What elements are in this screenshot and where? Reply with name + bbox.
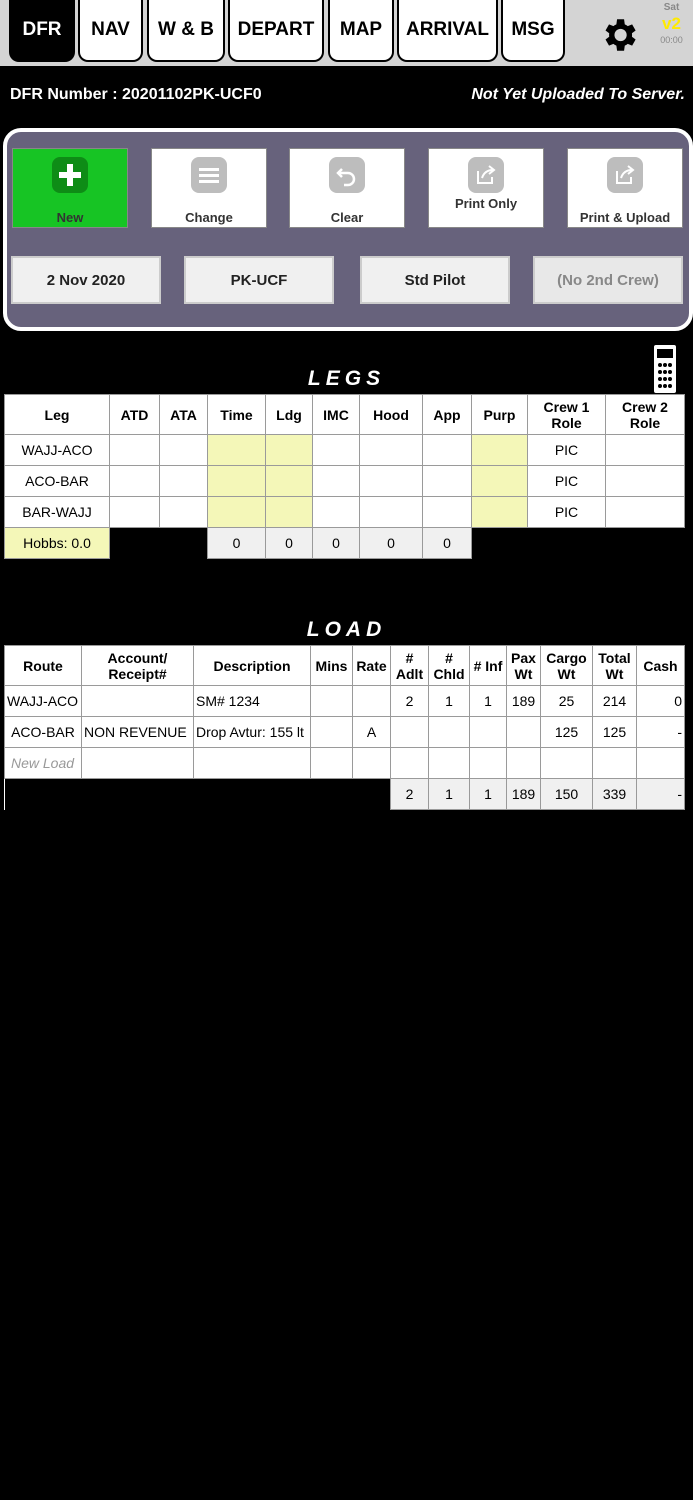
share-icon bbox=[607, 157, 643, 193]
table-row[interactable] bbox=[5, 466, 685, 497]
total-cash: - bbox=[637, 779, 685, 810]
pax-wt-cell[interactable] bbox=[507, 717, 541, 748]
imc-cell[interactable] bbox=[313, 435, 360, 466]
crew2-selector[interactable]: (No 2nd Crew) bbox=[533, 256, 683, 304]
col-atd: ATD bbox=[110, 395, 160, 435]
clock-day: Sat bbox=[663, 2, 680, 13]
description-cell[interactable] bbox=[194, 748, 311, 779]
col-hood: Hood bbox=[360, 395, 423, 435]
hood-cell[interactable] bbox=[360, 435, 423, 466]
tab-arrival[interactable]: ARRIVAL bbox=[397, 0, 498, 62]
total-adlt: 2 bbox=[391, 779, 429, 810]
account-cell[interactable] bbox=[82, 686, 194, 717]
change-button[interactable]: Change bbox=[151, 148, 267, 228]
ata-cell[interactable] bbox=[160, 497, 208, 528]
mins-cell[interactable] bbox=[311, 717, 353, 748]
ata-cell[interactable] bbox=[160, 435, 208, 466]
col-adlt: # Adlt bbox=[391, 646, 429, 686]
status-clock bbox=[650, 2, 693, 45]
ldg-cell[interactable] bbox=[266, 466, 313, 497]
load-title: LOAD bbox=[306, 618, 387, 641]
undo-icon bbox=[329, 157, 365, 193]
col-ata: ATA bbox=[160, 395, 208, 435]
load-table bbox=[4, 645, 685, 810]
pax-wt-cell[interactable] bbox=[507, 748, 541, 779]
time-cell[interactable] bbox=[208, 466, 266, 497]
crew1-role-cell[interactable]: PIC bbox=[528, 466, 606, 497]
tab-msg[interactable]: MSG bbox=[501, 0, 565, 62]
route-cell[interactable]: ACO-BAR bbox=[5, 717, 82, 748]
print-only-button[interactable]: Print Only bbox=[428, 148, 544, 228]
leg-cell[interactable]: ACO-BAR bbox=[5, 466, 110, 497]
crew1-role-cell[interactable]: PIC bbox=[528, 435, 606, 466]
total-imc: 0 bbox=[313, 528, 360, 559]
chld-cell[interactable]: 1 bbox=[429, 686, 470, 717]
col-ldg: Ldg bbox=[266, 395, 313, 435]
inf-cell[interactable] bbox=[470, 717, 507, 748]
upload-status: Not Yet Uploaded To Server. bbox=[471, 86, 685, 103]
pax-wt-cell[interactable]: 189 bbox=[507, 686, 541, 717]
cargo-wt-cell[interactable]: 125 bbox=[541, 717, 593, 748]
app-cell[interactable] bbox=[423, 435, 472, 466]
hood-cell[interactable] bbox=[360, 497, 423, 528]
col-total-wt: Total Wt bbox=[593, 646, 637, 686]
table-row[interactable] bbox=[5, 686, 685, 717]
account-cell[interactable] bbox=[82, 748, 194, 779]
atd-cell[interactable] bbox=[110, 497, 160, 528]
col-description: Description bbox=[194, 646, 311, 686]
leg-cell[interactable]: WAJJ-ACO bbox=[5, 435, 110, 466]
top-tab-bar bbox=[0, 0, 693, 66]
adlt-cell[interactable] bbox=[391, 717, 429, 748]
total-wt-cell[interactable]: 214 bbox=[593, 686, 637, 717]
inf-cell[interactable] bbox=[470, 748, 507, 779]
time-cell[interactable] bbox=[208, 435, 266, 466]
total-chld: 1 bbox=[429, 779, 470, 810]
atd-cell[interactable] bbox=[110, 466, 160, 497]
tab-depart[interactable]: DEPART bbox=[228, 0, 324, 62]
crew1-role-cell[interactable]: PIC bbox=[528, 497, 606, 528]
chld-cell[interactable] bbox=[429, 748, 470, 779]
col-mins: Mins bbox=[311, 646, 353, 686]
col-chld: # Chld bbox=[429, 646, 470, 686]
pilot-selector[interactable]: Std Pilot bbox=[360, 256, 510, 304]
cash-cell[interactable] bbox=[637, 748, 685, 779]
col-time: Time bbox=[208, 395, 266, 435]
tab-map[interactable]: MAP bbox=[328, 0, 394, 62]
clear-button[interactable]: Clear bbox=[289, 148, 405, 228]
adlt-cell[interactable]: 2 bbox=[391, 686, 429, 717]
total-total-wt: 339 bbox=[593, 779, 637, 810]
account-cell[interactable]: NON REVENUE bbox=[82, 717, 194, 748]
ldg-cell[interactable] bbox=[266, 497, 313, 528]
cash-cell[interactable]: - bbox=[637, 717, 685, 748]
ata-cell[interactable] bbox=[160, 466, 208, 497]
description-cell[interactable]: Drop Avtur: 155 lt bbox=[194, 717, 311, 748]
new-load-input[interactable]: New Load bbox=[5, 748, 82, 779]
rate-cell[interactable]: A bbox=[353, 717, 391, 748]
col-app: App bbox=[423, 395, 472, 435]
purp-cell[interactable] bbox=[472, 435, 528, 466]
total-ldg: 0 bbox=[266, 528, 313, 559]
cargo-wt-cell[interactable]: 25 bbox=[541, 686, 593, 717]
table-row[interactable] bbox=[5, 435, 685, 466]
col-imc: IMC bbox=[313, 395, 360, 435]
tab-wb[interactable]: W & B bbox=[147, 0, 225, 62]
table-row[interactable] bbox=[5, 497, 685, 528]
col-account: Account/ Receipt# bbox=[82, 646, 194, 686]
legs-table bbox=[4, 394, 685, 559]
total-wt-cell[interactable]: 125 bbox=[593, 717, 637, 748]
date-selector[interactable]: 2 Nov 2020 bbox=[11, 256, 161, 304]
col-rate: Rate bbox=[353, 646, 391, 686]
app-cell[interactable] bbox=[423, 466, 472, 497]
purp-cell[interactable] bbox=[472, 466, 528, 497]
crew2-role-cell[interactable] bbox=[606, 497, 685, 528]
list-icon bbox=[191, 157, 227, 193]
legs-header-row bbox=[5, 395, 685, 435]
legs-title: LEGS bbox=[307, 367, 386, 390]
print-upload-button[interactable]: Print & Upload bbox=[567, 148, 683, 228]
total-time: 0 bbox=[208, 528, 266, 559]
plus-icon bbox=[52, 157, 88, 193]
col-cargo-wt: Cargo Wt bbox=[541, 646, 593, 686]
description-cell[interactable]: SM# 1234 bbox=[194, 686, 311, 717]
dfr-number: DFR Number : 20201102PK-UCF0 bbox=[10, 86, 262, 103]
total-hood: 0 bbox=[360, 528, 423, 559]
col-inf: # Inf bbox=[470, 646, 507, 686]
total-cargo-wt: 150 bbox=[541, 779, 593, 810]
new-button[interactable]: New bbox=[12, 148, 128, 228]
col-crew2-role: Crew 2 Role bbox=[606, 395, 685, 435]
calculator-icon[interactable] bbox=[650, 344, 680, 396]
crew2-role-cell[interactable] bbox=[606, 435, 685, 466]
crew2-role-cell[interactable] bbox=[606, 466, 685, 497]
gear-icon[interactable] bbox=[598, 14, 640, 56]
total-inf: 1 bbox=[470, 779, 507, 810]
rate-cell[interactable] bbox=[353, 686, 391, 717]
hobbs-cell[interactable]: Hobbs: 0.0 bbox=[5, 528, 110, 559]
tab-nav[interactable]: NAV bbox=[78, 0, 143, 62]
time-cell[interactable] bbox=[208, 497, 266, 528]
load-totals-row bbox=[5, 779, 685, 810]
rate-cell[interactable] bbox=[353, 748, 391, 779]
atd-cell[interactable] bbox=[110, 435, 160, 466]
share-icon bbox=[468, 157, 504, 193]
clock-time: 00:00 bbox=[660, 35, 683, 45]
adlt-cell[interactable] bbox=[391, 748, 429, 779]
mins-cell[interactable] bbox=[311, 748, 353, 779]
cash-cell[interactable]: 0 bbox=[637, 686, 685, 717]
total-pax-wt: 189 bbox=[507, 779, 541, 810]
col-cash: Cash bbox=[637, 646, 685, 686]
total-app: 0 bbox=[423, 528, 472, 559]
inf-cell[interactable]: 1 bbox=[470, 686, 507, 717]
imc-cell[interactable] bbox=[313, 497, 360, 528]
col-pax-wt: Pax Wt bbox=[507, 646, 541, 686]
table-row[interactable] bbox=[5, 717, 685, 748]
route-cell[interactable]: WAJJ-ACO bbox=[5, 686, 82, 717]
chld-cell[interactable] bbox=[429, 717, 470, 748]
legs-totals-row bbox=[5, 528, 685, 559]
purp-cell[interactable] bbox=[472, 497, 528, 528]
version-label: v2 bbox=[662, 14, 681, 33]
mins-cell[interactable] bbox=[311, 686, 353, 717]
leg-cell[interactable]: BAR-WAJJ bbox=[5, 497, 110, 528]
col-route: Route bbox=[5, 646, 82, 686]
aircraft-selector[interactable]: PK-UCF bbox=[184, 256, 334, 304]
col-purp: Purp bbox=[472, 395, 528, 435]
hood-cell[interactable] bbox=[360, 466, 423, 497]
new-load-row[interactable] bbox=[5, 748, 685, 779]
total-wt-cell[interactable] bbox=[593, 748, 637, 779]
action-panel bbox=[3, 128, 693, 331]
tab-dfr[interactable]: DFR bbox=[9, 0, 75, 62]
imc-cell[interactable] bbox=[313, 466, 360, 497]
col-leg: Leg bbox=[5, 395, 110, 435]
app-cell[interactable] bbox=[423, 497, 472, 528]
load-header-row bbox=[5, 646, 685, 686]
cargo-wt-cell[interactable] bbox=[541, 748, 593, 779]
col-crew1-role: Crew 1 Role bbox=[528, 395, 606, 435]
ldg-cell[interactable] bbox=[266, 435, 313, 466]
